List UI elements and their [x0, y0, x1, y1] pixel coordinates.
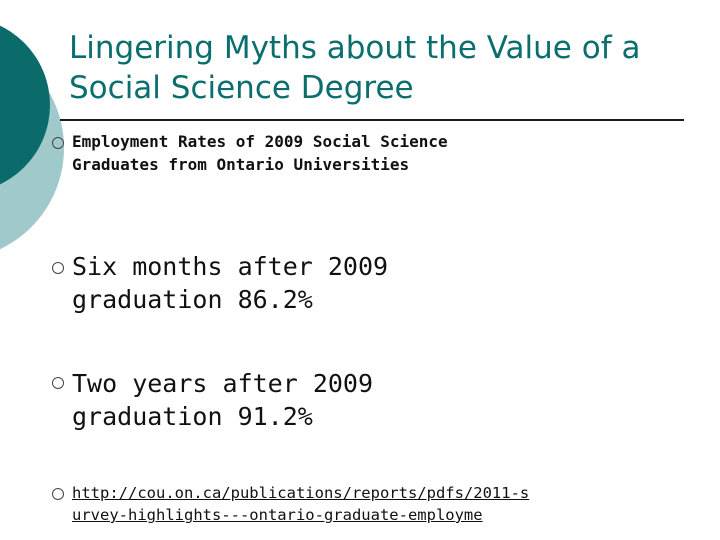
source-link[interactable]: http://cou.on.ca/publications/reports/pdfs/2011-survey-highlights---ontario-graduate-employme [72, 484, 530, 524]
decorative-circles [0, 0, 80, 300]
title-divider [60, 119, 684, 121]
bullet-text-six-months: Six months after 2009 graduation 86.2% [72, 252, 389, 314]
bullet-text-heading: Employment Rates of 2009 Social Science Graduates from Ontario Universities [72, 132, 448, 174]
slide-title: Lingering Myths about the Value of a Social Science Degree [69, 30, 641, 106]
circle-bullet-icon [52, 377, 64, 389]
circle-bullet-icon [52, 137, 64, 149]
bullet-text-two-years: Two years after 2009 graduation 91.2% [72, 369, 374, 431]
circle-bullet-icon [52, 488, 64, 500]
circle-bullet-icon [52, 262, 64, 274]
